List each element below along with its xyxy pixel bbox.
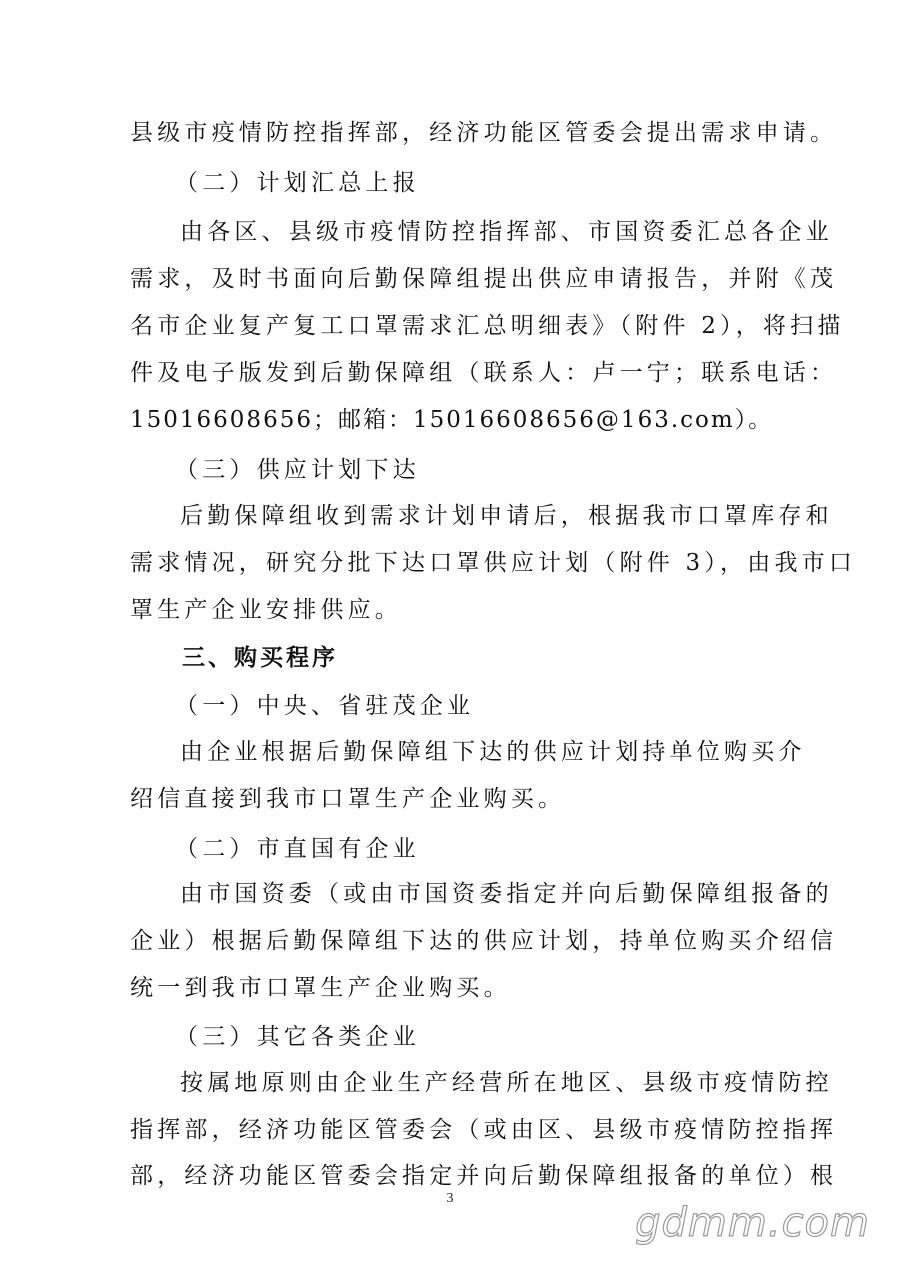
watermark-logo: gdmm.com xyxy=(635,1200,870,1246)
body-text-line: 指挥部，经济功能区管委会（或由区、县级市疫情防控指挥 xyxy=(130,1117,838,1143)
body-text-line: 由市国资委（或由市国资委指定并向后勤保障组报备的 xyxy=(180,881,833,907)
body-text-line: 按属地原则由企业生产经营所在地区、县级市疫情防控 xyxy=(180,1070,833,1096)
subsection-heading: （三）其它各类企业 xyxy=(175,1024,420,1050)
body-text-line: 罩生产企业安排供应。 xyxy=(130,597,402,623)
body-text-line: 县级市疫情防控指挥部，经济功能区管委会提出需求申请。 xyxy=(130,120,838,146)
subsection-heading: （二）市直国有企业 xyxy=(175,836,420,862)
body-text-line: 由企业根据后勤保障组下达的供应计划持单位购买介 xyxy=(180,739,806,765)
body-text-line: 后勤保障组收到需求计划申请后，根据我市口罩库存和 xyxy=(180,503,833,529)
body-text-line: 绍信直接到我市口罩生产企业购买。 xyxy=(130,786,566,812)
contact-line: 15016608656；邮箱：15016608656@163.com）。 xyxy=(130,407,774,433)
body-text-line: 件及电子版发到后勤保障组（联系人：卢一宁；联系电话： xyxy=(130,360,838,386)
section-heading: 三、购买程序 xyxy=(182,645,338,671)
subsection-heading: （一）中央、省驻茂企业 xyxy=(175,693,475,719)
body-text-line: 统一到我市口罩生产企业购买。 xyxy=(130,975,511,1001)
subsection-heading: （三）供应计划下达 xyxy=(175,457,420,483)
body-text-line: 需求情况，研究分批下达口罩供应计划（附件 3），由我市口 xyxy=(130,550,857,576)
body-text-line: 企业）根据后勤保障组下达的供应计划，持单位购买介绍信 xyxy=(130,928,838,954)
body-text-line: 由各区、县级市疫情防控指挥部、市国资委汇总各企业 xyxy=(180,219,833,245)
body-text-line: 名市企业复产复工口罩需求汇总明细表》（附件 2），将扫描 xyxy=(130,313,845,339)
body-text-line: 需求，及时书面向后勤保障组提出供应申请报告，并附《茂 xyxy=(130,266,838,292)
page-number: 3 xyxy=(446,1191,454,1206)
subsection-heading: （二）计划汇总上报 xyxy=(175,170,420,196)
body-text-line: 部，经济功能区管委会指定并向后勤保障组报备的单位）根 xyxy=(130,1163,838,1189)
